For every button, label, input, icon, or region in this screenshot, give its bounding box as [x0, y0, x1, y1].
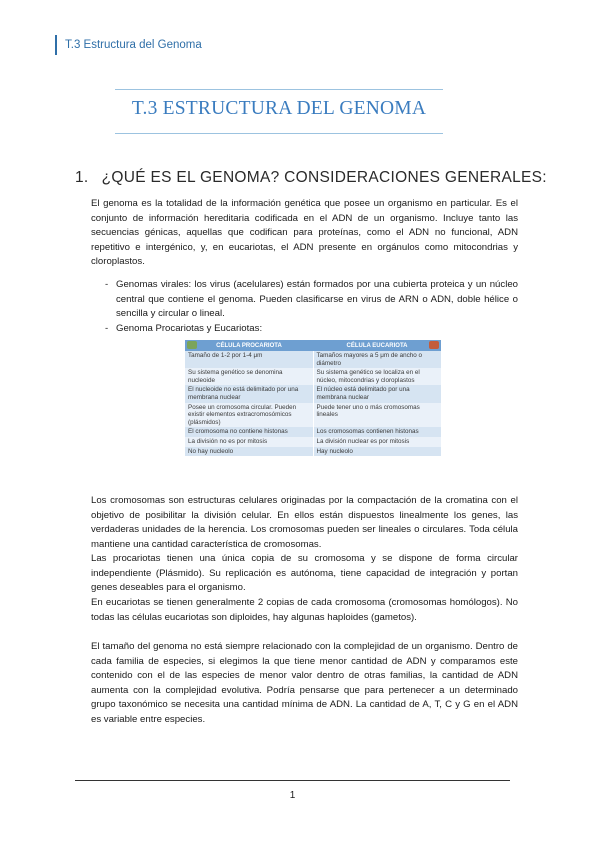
table-row	[185, 351, 441, 368]
table-cell: Posee un cromosoma circular. Pueden existir elementos extracromosómicos (plásmidos)	[185, 403, 313, 428]
table-row	[185, 368, 441, 385]
paragraph-eukaryotes: En eucariotas se tienen generalmente 2 copias de cada cromosoma (cromosomas homólogos). No todas las células eucariotas son diploides, hay algunas haploides (gametos).	[91, 597, 518, 623]
table-row	[185, 447, 441, 457]
title-rule-top	[115, 89, 443, 90]
prokaryote-cell-icon	[187, 341, 197, 349]
table-cell: Los cromosomas contienen histonas	[313, 427, 441, 437]
table-row	[185, 437, 441, 447]
paragraph-chromosomes: Los cromosomas son estructuras celulares originadas por la compactación de la cromatina con el objetivo de posibilitar la división celular. En ellos están dispuestos linealmente los genes, las verdaderas unidades de la herencia. Los cromosomas pueden ser lineales o circulares. Toda célula mantiene una cantidad característica de cromosomas.	[91, 495, 518, 550]
page-header	[55, 35, 202, 55]
paragraph-genome-size: El tamaño del genoma no está siempre relacionado con la complejidad de un organismo. Dentro de cada familia de especies, si elegimos la que tiene menor cantidad de ADN y comparamos este contenido con el de las especies de menor valor dentro de otras familias, la cantidad de ADN aumenta con la complejidad evolutiva. Podría pensarse que para pertenecer a un determinado grupo taxonómico se necesita una cantidad mínima de ADN. La cantidad de A, T, C y G en el ADN es variable entre especies.	[91, 641, 518, 725]
title-rule-bottom	[115, 133, 443, 134]
document-title: T.3 ESTRUCTURA DEL GENOMA	[131, 98, 427, 119]
table-header-eukaryote: CÉLULA EUCARIOTA	[313, 340, 441, 351]
table-cell: El núcleo está delimitado por una membrana nuclear	[313, 385, 441, 402]
header-text: T.3 Estructura del Genoma	[65, 39, 202, 51]
table-cell: Su sistema genético se localiza en el núcleo, mitocondrias y cloroplastos	[313, 368, 441, 385]
table-cell: La división nuclear es por mitosis	[313, 437, 441, 447]
table-row	[185, 403, 441, 428]
table-cell: Tamaño de 1-2 por 1-4 μm	[185, 351, 313, 368]
header-accent-bar	[55, 35, 57, 55]
table-row	[185, 385, 441, 402]
section-heading	[75, 169, 547, 187]
paragraph-prokaryotes: Las procariotas tienen una única copia de su cromosoma y se dispone de forma circular independiente (Plásmido). Su replicación es autónoma, tiene capacidad de integración y portan genes deseables para el organismo.	[91, 553, 518, 594]
bullet-list	[105, 278, 518, 336]
footer-rule	[75, 780, 510, 781]
table-header-row	[185, 340, 441, 351]
eukaryote-cell-icon	[429, 341, 439, 349]
bullet-item-viral-genomes: - Genomas virales: los virus (acelulares) están formados por una cubierta proteica y un núcleo central que contiene el genoma. Pueden clasificarse en virus de ARN o ADN, doble hélice o sencilla y circular o lineal.	[105, 278, 518, 322]
table-cell: Su sistema genético se denomina nucleoide	[185, 368, 313, 385]
table-cell: Hay nucleolo	[313, 447, 441, 457]
table-cell: La división no es por mitosis	[185, 437, 313, 447]
table-row	[185, 427, 441, 437]
table-cell: El cromosoma no contiene histonas	[185, 427, 313, 437]
title-block	[115, 89, 443, 134]
paragraph-genome-definition: El genoma es la totalidad de la información genética que posee un organismo en particular. Es el conjunto de información hereditaria codificada en el ADN de un organismo. Incluye tanto las secuencias génicas, aquellas que codifican para proteínas, como el ADN no funcional, ADN repetitivo e intergénico, y, en eucariotas, el ADN presente en orgánulos como mitocondrias y cloroplastos.	[91, 198, 518, 268]
comparison-table	[185, 340, 441, 481]
table-cell: No hay nucleolo	[185, 447, 313, 457]
table-cell: Puede tener uno o más cromosomas lineales	[313, 403, 441, 428]
table-header-prokaryote: CÉLULA PROCARIOTA	[185, 340, 313, 351]
table-cell: El nucleoide no está delimitado por una membrana nuclear	[185, 385, 313, 402]
section-number: 1.	[75, 169, 89, 186]
table-cell: Tamaños mayores a 5 μm de ancho o diámetro	[313, 351, 441, 368]
page-number: 1	[289, 790, 296, 801]
section-title: ¿QUÉ ES EL GENOMA? CONSIDERACIONES GENERALES:	[101, 169, 547, 186]
bullet-item-prokaryote-eukaryote: - Genoma Procariotas y Eucariotas:	[105, 322, 518, 337]
